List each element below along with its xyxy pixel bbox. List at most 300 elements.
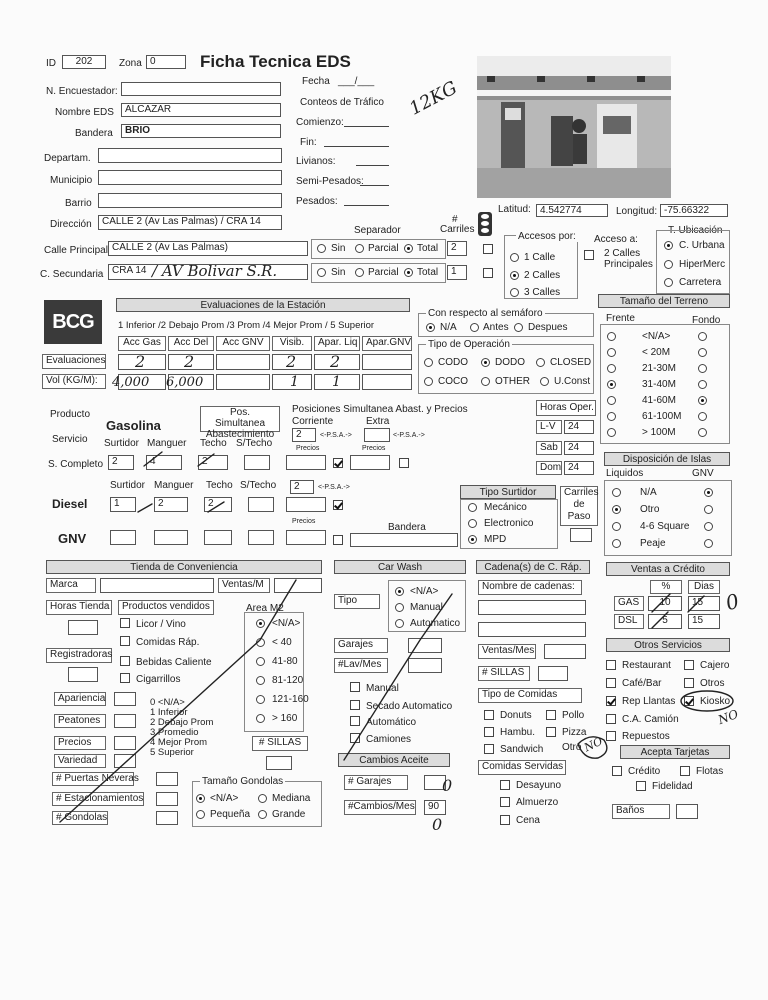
- semaforo-antes-radio[interactable]: [470, 323, 479, 332]
- secundaria-total-radio[interactable]: [404, 268, 413, 277]
- terreno-frente-radio[interactable]: [607, 332, 616, 341]
- terreno-fondo-radio[interactable]: [698, 396, 707, 405]
- corriente-label: Corriente: [292, 416, 334, 427]
- accesos-1calle-radio[interactable]: [510, 253, 519, 262]
- terreno-size-label: 21-30M: [642, 363, 676, 374]
- producto-cigarrillos-checkbox[interactable]: [120, 673, 130, 683]
- comida-hambu-checkbox[interactable]: [484, 727, 494, 737]
- gondola-grande-label: Grande: [272, 809, 306, 820]
- rating-peatones-field[interactable]: [114, 714, 136, 728]
- credito-gas-pct[interactable]: 10: [648, 596, 682, 611]
- vol-acc-gnv[interactable]: [216, 374, 270, 390]
- puertas-neveras-label: # Puertas Neveras: [52, 772, 134, 786]
- cadena-nombre-label: Nombre de cadenas:: [478, 580, 582, 595]
- fecha-label: Fecha: [302, 76, 330, 87]
- servicio-otros-label: Otros: [700, 678, 725, 689]
- gas-stecho-field[interactable]: [244, 455, 270, 470]
- area-radio[interactable]: [256, 619, 265, 628]
- encuestador-field[interactable]: [121, 82, 281, 96]
- eval-apar-gnv[interactable]: [362, 354, 412, 370]
- extra-label: Extra: [366, 416, 390, 427]
- hw-eval-apar-liq: 2: [330, 352, 341, 371]
- gasolina-label: Gasolina: [106, 418, 161, 433]
- eval-acc-gnv[interactable]: [216, 354, 270, 370]
- gas-surtidor-field[interactable]: 2: [108, 455, 134, 470]
- gnv-precio[interactable]: [286, 530, 326, 545]
- servida-desayuno-label: Desayuno: [516, 780, 562, 791]
- area-option-label: <N/A>: [272, 618, 301, 629]
- puertas-neveras-field[interactable]: [156, 772, 178, 786]
- islas-option-label: Otro: [640, 504, 660, 515]
- servicio-restaurant-checkbox[interactable]: [606, 660, 616, 670]
- islas-option-label: N/A: [640, 487, 657, 498]
- surtidor-mpd-radio[interactable]: [468, 535, 477, 544]
- bandera-gnv-field[interactable]: [350, 533, 458, 547]
- secundaria-carriles-field[interactable]: 1: [447, 265, 467, 280]
- area-radio[interactable]: [256, 657, 265, 666]
- gas-extra-pos[interactable]: [364, 428, 390, 442]
- producto-comidas-label: Comidas Ráp.: [136, 637, 200, 648]
- area-radio[interactable]: [256, 638, 265, 647]
- precios-corriente-label: Precios: [296, 445, 320, 452]
- area-option-label: < 40: [272, 637, 292, 648]
- rating-precios-label: Precios: [54, 736, 106, 750]
- islas-liquidos-radio[interactable]: [612, 539, 621, 548]
- ubicacion-hipermerc-label: HiperMerc: [679, 259, 726, 270]
- operacion-label: Tipo de Operación: [428, 339, 510, 350]
- fin-field[interactable]: [324, 146, 389, 147]
- municipio-field[interactable]: [98, 170, 282, 185]
- semaforo-na-radio[interactable]: [426, 323, 435, 332]
- operacion-coco-radio[interactable]: [424, 377, 433, 386]
- principal-total-radio[interactable]: [404, 244, 413, 253]
- islas-liquidos-radio[interactable]: [612, 488, 621, 497]
- estacionamientos-field[interactable]: [156, 792, 178, 806]
- cadena-nombre-field-1[interactable]: [478, 600, 586, 615]
- credito-dsl-label: DSL: [614, 614, 644, 629]
- operacion-closed-radio[interactable]: [536, 358, 545, 367]
- secundaria-total-label: Total: [417, 267, 439, 278]
- cadena-nombre-field-2[interactable]: [478, 622, 586, 637]
- servicio-rep-llantas-checkbox[interactable]: [606, 696, 616, 706]
- direccion-field[interactable]: CALLE 2 (Av Las Palmas) / CRA 14: [98, 215, 282, 230]
- rating-variedad-field[interactable]: [114, 754, 136, 768]
- t-ubicacion-label: T. Ubicación: [668, 225, 723, 236]
- gondola-grande-radio[interactable]: [258, 810, 267, 819]
- principal-sin-radio[interactable]: [317, 244, 326, 253]
- terreno-frente-radio[interactable]: [607, 428, 616, 437]
- semaforo-antes-label: Antes: [483, 322, 509, 333]
- gas-corriente-checkbox[interactable]: [333, 458, 343, 468]
- producto-bebidas-checkbox[interactable]: [120, 656, 130, 666]
- horas-sab-field[interactable]: 24: [564, 441, 594, 455]
- semipesados-field[interactable]: [360, 185, 389, 186]
- credito-header: Ventas a Crédito: [606, 562, 730, 576]
- nombre-eds-label: Nombre EDS: [55, 107, 114, 118]
- accesos-2calles-label: 2 Calles: [524, 270, 561, 281]
- islas-gnv-radio[interactable]: [704, 488, 713, 497]
- zona-field[interactable]: 0: [146, 55, 186, 69]
- terreno-fondo-label: Fondo: [692, 315, 721, 326]
- diesel-pos[interactable]: 2: [290, 480, 314, 494]
- rating-scale-item: 5 Superior: [150, 747, 194, 758]
- fin-label: Fin:: [300, 137, 317, 148]
- servicio-label: Servicio: [52, 434, 88, 445]
- diesel-precio[interactable]: [286, 497, 326, 512]
- producto-licor-checkbox[interactable]: [120, 618, 130, 628]
- gnv-techo-field[interactable]: [204, 530, 232, 545]
- tam-gondolas-label: Tamaño Gondolas: [202, 776, 284, 787]
- servicio-ca-camion-checkbox[interactable]: [606, 714, 616, 724]
- aceite-header: Cambios Aceite: [338, 753, 450, 767]
- registradoras-field[interactable]: [68, 667, 98, 682]
- operacion-codo-radio[interactable]: [424, 358, 433, 367]
- carwash-na-label: <N/A>: [410, 586, 439, 597]
- gnv-surtidor-field[interactable]: [110, 530, 136, 545]
- tarjeta-flotas-label: Flotas: [696, 766, 724, 777]
- area-option-label: > 160: [272, 713, 298, 724]
- secundaria-sin-radio[interactable]: [317, 268, 326, 277]
- cadena-sillas-label: # SILLAS: [478, 666, 530, 681]
- conteos-label: Conteos de Tráfico: [300, 97, 384, 108]
- accesos-3calles-label: 3 Calles: [524, 287, 561, 298]
- tienda-sillas-field[interactable]: [266, 756, 292, 770]
- carwash-garajes-label: Garajes: [334, 638, 388, 653]
- gondola-mediana-label: Mediana: [272, 793, 311, 804]
- area-radio[interactable]: [256, 714, 265, 723]
- islas-option-label: Peaje: [640, 538, 666, 549]
- horas-oper-label: Horas Oper.: [536, 400, 596, 416]
- islas-gnv-radio[interactable]: [704, 539, 713, 548]
- terreno-frente-radio[interactable]: [607, 396, 616, 405]
- gondola-mediana-radio[interactable]: [258, 794, 267, 803]
- longitud-field[interactable]: -75.66322: [660, 204, 728, 217]
- servida-cena-label: Cena: [516, 815, 540, 826]
- calle-principal-field[interactable]: CALLE 2 (Av Las Palmas): [108, 241, 308, 256]
- psa-extra: <-P.S.A.->: [393, 432, 425, 439]
- comienzo-field[interactable]: [344, 126, 389, 127]
- acceso-2calles-checkbox[interactable]: [584, 250, 594, 260]
- principal-total-label: Total: [417, 243, 439, 254]
- servicio-otros-checkbox[interactable]: [684, 678, 694, 688]
- principal-sin-label: Sin: [331, 243, 346, 254]
- terreno-frente-radio[interactable]: [607, 380, 616, 389]
- carwash-automatico-label: Automatico: [410, 618, 461, 629]
- col-apar-gnv: Apar.GNV: [362, 336, 412, 351]
- operacion-codo-label: CODO: [438, 357, 468, 368]
- gas-corriente-pos[interactable]: 2: [292, 428, 316, 442]
- servida-cena-checkbox[interactable]: [500, 815, 510, 825]
- comida-pollo-checkbox[interactable]: [546, 710, 556, 720]
- semaforo-label: Con respecto al semáforo: [428, 308, 543, 319]
- carwash-automatico-radio[interactable]: [395, 619, 404, 628]
- carwash-camiones-checkbox[interactable]: [350, 733, 360, 743]
- hw-vol-acc-gas: 4,000: [112, 375, 150, 390]
- estacionamientos-label: # Estacionamientos: [52, 792, 144, 806]
- ubicacion-hipermerc-radio[interactable]: [664, 260, 673, 269]
- tarjeta-credito-checkbox[interactable]: [612, 766, 622, 776]
- operacion-dodo-label: DODO: [495, 357, 525, 368]
- carwash-secado-checkbox[interactable]: [350, 700, 360, 710]
- rating-scale-item: 3 Promedio: [150, 727, 199, 738]
- latitud-label: Latitud:: [498, 204, 531, 215]
- hw-vol-acc-del: 6,000: [166, 375, 204, 390]
- terreno-fondo-radio[interactable]: [698, 348, 707, 357]
- area-radio[interactable]: [256, 695, 265, 704]
- acceso-a-label: Acceso a:: [594, 234, 638, 245]
- diesel-surtidor-field[interactable]: 1: [110, 497, 136, 512]
- horas-sab-label: Sab: [536, 441, 562, 455]
- semaforo-despues-label: Despues: [528, 322, 568, 333]
- tam-gondolas-group: [192, 781, 322, 827]
- carwash-manual-checkbox[interactable]: [350, 682, 360, 692]
- comida-donuts-checkbox[interactable]: [484, 710, 494, 720]
- tarjeta-credito-label: Crédito: [628, 766, 661, 777]
- cadena-sillas-field[interactable]: [538, 666, 568, 681]
- carwash-lav-label: #Lav/Mes: [334, 658, 388, 673]
- comida-pizza-checkbox[interactable]: [546, 727, 556, 737]
- producto-bebidas-label: Bebidas Caliente: [136, 657, 212, 668]
- diesel-manguer-field[interactable]: 2: [154, 497, 188, 512]
- comida-sandwich-checkbox[interactable]: [484, 744, 494, 754]
- conteos-handwriting: 12KG: [406, 77, 461, 120]
- ubicacion-urbana-label: C. Urbana: [679, 240, 725, 251]
- diesel-manguer-header: Manguer: [154, 480, 194, 491]
- terreno-fondo-radio[interactable]: [698, 428, 707, 437]
- horas-dom-field[interactable]: 24: [564, 461, 594, 475]
- calle-secundaria-value: CRA 14: [112, 265, 147, 276]
- comida-donuts-label: Donuts: [500, 710, 532, 721]
- servida-desayuno-checkbox[interactable]: [500, 780, 510, 790]
- id-label: ID: [46, 58, 56, 69]
- fecha-field[interactable]: ___/___: [338, 76, 375, 87]
- gas-manguer-field[interactable]: 4: [146, 455, 182, 470]
- surtidor-mecanico-label: Mecánico: [484, 502, 527, 513]
- rating-peatones-label: Peatones: [54, 714, 106, 728]
- gondolas-field[interactable]: [156, 811, 178, 825]
- diesel-techo-header: Techo: [206, 480, 233, 491]
- tienda-header: Tienda de Conveniencia: [46, 560, 322, 574]
- gas-extra-precio[interactable]: [350, 455, 390, 470]
- traffic-light-icon: [478, 212, 492, 236]
- terreno-fondo-radio[interactable]: [698, 364, 707, 373]
- accesos-2calles-radio[interactable]: [510, 271, 519, 280]
- ventas-m-field[interactable]: [274, 578, 322, 593]
- hw-vol-visib: 1: [290, 374, 299, 390]
- semaforo-despues-radio[interactable]: [514, 323, 523, 332]
- hw-eval-acc-del: 2: [184, 352, 195, 371]
- operacion-other-radio[interactable]: [481, 377, 490, 386]
- gas-techo-field[interactable]: 2: [198, 455, 228, 470]
- marca-field[interactable]: [100, 578, 214, 593]
- producto-comidas-checkbox[interactable]: [120, 636, 130, 646]
- islas-gnv-label: GNV: [692, 468, 714, 479]
- gnv-manguer-field[interactable]: [154, 530, 188, 545]
- banos-field[interactable]: [676, 804, 698, 819]
- aceite-cambios-field[interactable]: 90: [424, 800, 446, 815]
- secundaria-handwriting: / AV Bolivar S.R.: [152, 262, 278, 280]
- departamento-field[interactable]: [98, 148, 282, 163]
- bandera-field[interactable]: BRIO: [121, 124, 281, 138]
- surtidor-electronico-label: Electronico: [484, 518, 534, 529]
- servicio-kiosko-checkbox[interactable]: [684, 696, 694, 706]
- comida-sandwich-label: Sandwich: [500, 744, 544, 755]
- pos-simultanea-label: Pos. Simultanea Abastecimiento: [200, 406, 280, 432]
- operacion-other-label: OTHER: [495, 376, 530, 387]
- islas-liquidos-radio[interactable]: [612, 505, 621, 514]
- gondola-na-radio[interactable]: [196, 794, 205, 803]
- carwash-tipo-label: Tipo: [334, 594, 380, 609]
- servicio-cajero-checkbox[interactable]: [684, 660, 694, 670]
- latitud-field[interactable]: 4.542774: [536, 204, 608, 217]
- registradoras-label: Registradoras: [46, 648, 112, 663]
- principal-parcial-radio[interactable]: [355, 244, 364, 253]
- gnv-label: GNV: [58, 531, 87, 546]
- evaluaciones-header: Evaluaciones de la Estación: [116, 298, 410, 312]
- gas-corriente-precio[interactable]: [286, 455, 326, 470]
- islas-gnv-radio[interactable]: [704, 505, 713, 514]
- id-field[interactable]: 202: [62, 55, 106, 69]
- longitud-label: Longitud:: [616, 206, 658, 217]
- tarjetas-header: Acepta Tarjetas: [620, 745, 730, 759]
- comienzo-label: Comienzo:: [296, 117, 344, 128]
- cadena-ventas-field[interactable]: [544, 644, 586, 659]
- diesel-techo-field[interactable]: 2: [204, 497, 232, 512]
- gnv-checkbox[interactable]: [333, 535, 343, 545]
- tarjeta-fidelidad-checkbox[interactable]: [636, 781, 646, 791]
- secundaria-semaforo-checkbox[interactable]: [483, 268, 493, 278]
- carwash-na-radio[interactable]: [395, 587, 404, 596]
- station-photo: [477, 56, 671, 198]
- carwash-manual-radio[interactable]: [395, 603, 404, 612]
- terreno-fondo-radio[interactable]: [698, 380, 707, 389]
- hw-aceite-cambios: 0: [432, 815, 443, 834]
- tipo-comidas-label: Tipo de Comidas: [478, 688, 582, 703]
- barrio-field[interactable]: [98, 193, 282, 208]
- col-acc-del: Acc Del: [168, 336, 214, 351]
- municipio-label: Municipio: [50, 175, 93, 186]
- terreno-frente-radio[interactable]: [607, 364, 616, 373]
- area-m2-label: Area M2: [246, 603, 284, 614]
- carriles-paso-label: Carriles de Paso: [560, 486, 598, 526]
- semaforo-na-label: N/A: [440, 322, 457, 333]
- terreno-fondo-radio[interactable]: [698, 412, 707, 421]
- servida-almuerzo-label: Almuerzo: [516, 797, 559, 808]
- credito-dsl-pct[interactable]: 5: [648, 614, 682, 629]
- gondola-pequena-radio[interactable]: [196, 810, 205, 819]
- gnv-stecho-field[interactable]: [248, 530, 274, 545]
- hw-eval-visib: 2: [286, 352, 297, 371]
- principal-parcial-label: Parcial: [368, 243, 399, 254]
- servicio-repuestos-label: Repuestos: [622, 731, 670, 742]
- ubicacion-carretera-label: Carretera: [679, 277, 722, 288]
- precios-diesel-label: Precios: [292, 518, 316, 525]
- rating-scale-item: 2 Debajo Prom: [150, 717, 214, 728]
- surtidor-header: Surtidor: [104, 438, 140, 449]
- hw-credito: 0: [723, 588, 742, 616]
- operacion-coco-label: COCO: [438, 376, 468, 387]
- nombre-eds-field[interactable]: ALCAZAR: [121, 103, 281, 117]
- carwash-garajes-field[interactable]: [408, 638, 442, 653]
- col-acc-gas: Acc Gas: [118, 336, 166, 351]
- encuestador-label: N. Encuestador:: [46, 86, 118, 97]
- terreno-fondo-radio[interactable]: [698, 332, 707, 341]
- pesados-field[interactable]: [344, 205, 389, 206]
- islas-gnv-radio[interactable]: [704, 522, 713, 531]
- servicio-cafe-label: Café/Bar: [622, 678, 662, 689]
- livianos-field[interactable]: [356, 165, 389, 166]
- livianos-label: Livianos:: [296, 156, 336, 167]
- calle-secundaria-label: C. Secundaria: [40, 269, 104, 280]
- area-radio[interactable]: [256, 676, 265, 685]
- vol-row-label: Vol (KG/M):: [42, 374, 106, 389]
- precios-extra-label: Precios: [362, 445, 386, 452]
- ubicacion-carretera-radio[interactable]: [664, 278, 673, 287]
- psa-corriente: <-P.S.A.->: [320, 432, 352, 439]
- terreno-header: Tamaño del Terreno: [598, 294, 730, 308]
- hw-vol-apar-liq: 1: [332, 374, 341, 390]
- terreno-frente-radio[interactable]: [607, 348, 616, 357]
- diesel-checkbox[interactable]: [333, 500, 343, 510]
- vol-apar-gnv[interactable]: [362, 374, 412, 390]
- carwash-manual-check-label: Manual: [366, 683, 399, 694]
- principal-carriles-field[interactable]: 2: [447, 241, 467, 256]
- col-acc-gnv: Acc GNV: [216, 336, 270, 351]
- surtidor-mecanico-radio[interactable]: [468, 503, 477, 512]
- tarjeta-fidelidad-label: Fidelidad: [652, 781, 693, 792]
- credito-gas-dias[interactable]: 15: [688, 596, 720, 611]
- comida-otro-label: Otro: [562, 742, 582, 753]
- productos-vendidos-label: Productos vendidos: [118, 600, 214, 615]
- diesel-stecho-field[interactable]: [248, 497, 274, 512]
- operacion-uconst-radio[interactable]: [540, 377, 549, 386]
- techo-header: Techo: [200, 438, 227, 449]
- carwash-lav-field[interactable]: [408, 658, 442, 673]
- comidas-servidas-label: Comidas Servidas: [478, 760, 566, 775]
- operacion-dodo-radio[interactable]: [481, 358, 490, 367]
- producto-licor-label: Licor / Vino: [136, 619, 186, 630]
- surtidor-mpd-label: MPD: [484, 534, 507, 545]
- diesel-surtidor-header: Surtidor: [110, 480, 146, 491]
- accesos-3calles-radio[interactable]: [510, 288, 519, 297]
- islas-liquidos-radio[interactable]: [612, 522, 621, 531]
- rating-variedad-label: Variedad: [54, 754, 106, 768]
- carwash-automatico-checkbox[interactable]: [350, 716, 360, 726]
- servida-almuerzo-checkbox[interactable]: [500, 797, 510, 807]
- terreno-frente-radio[interactable]: [607, 412, 616, 421]
- principal-semaforo-checkbox[interactable]: [483, 244, 493, 254]
- tarjeta-flotas-checkbox[interactable]: [680, 766, 690, 776]
- rating-apariencia-field[interactable]: [114, 692, 136, 706]
- carriles-paso-field[interactable]: [570, 528, 592, 542]
- credito-dsl-dias[interactable]: 15: [688, 614, 720, 629]
- tipo-surtidor-header: Tipo Surtidor: [460, 485, 556, 499]
- rating-precios-field[interactable]: [114, 736, 136, 750]
- surtidor-electronico-radio[interactable]: [468, 519, 477, 528]
- carwash-automatico-check-label: Automático: [366, 717, 417, 728]
- horas-tienda-field[interactable]: [68, 620, 98, 635]
- servicio-repuestos-checkbox[interactable]: [606, 731, 616, 741]
- servicio-cafe-checkbox[interactable]: [606, 678, 616, 688]
- semipesados-label: Semi-Pesados:: [296, 176, 364, 187]
- ubicacion-urbana-radio[interactable]: [664, 241, 673, 250]
- diesel-stecho-header: S/Techo: [240, 480, 277, 491]
- secundaria-parcial-radio[interactable]: [355, 268, 364, 277]
- gas-extra-checkbox[interactable]: [399, 458, 409, 468]
- cadena-ventas-label: Ventas/Mes: [478, 644, 536, 659]
- terreno-size-label: 61-100M: [642, 411, 682, 422]
- horas-lv-field[interactable]: 24: [564, 420, 594, 434]
